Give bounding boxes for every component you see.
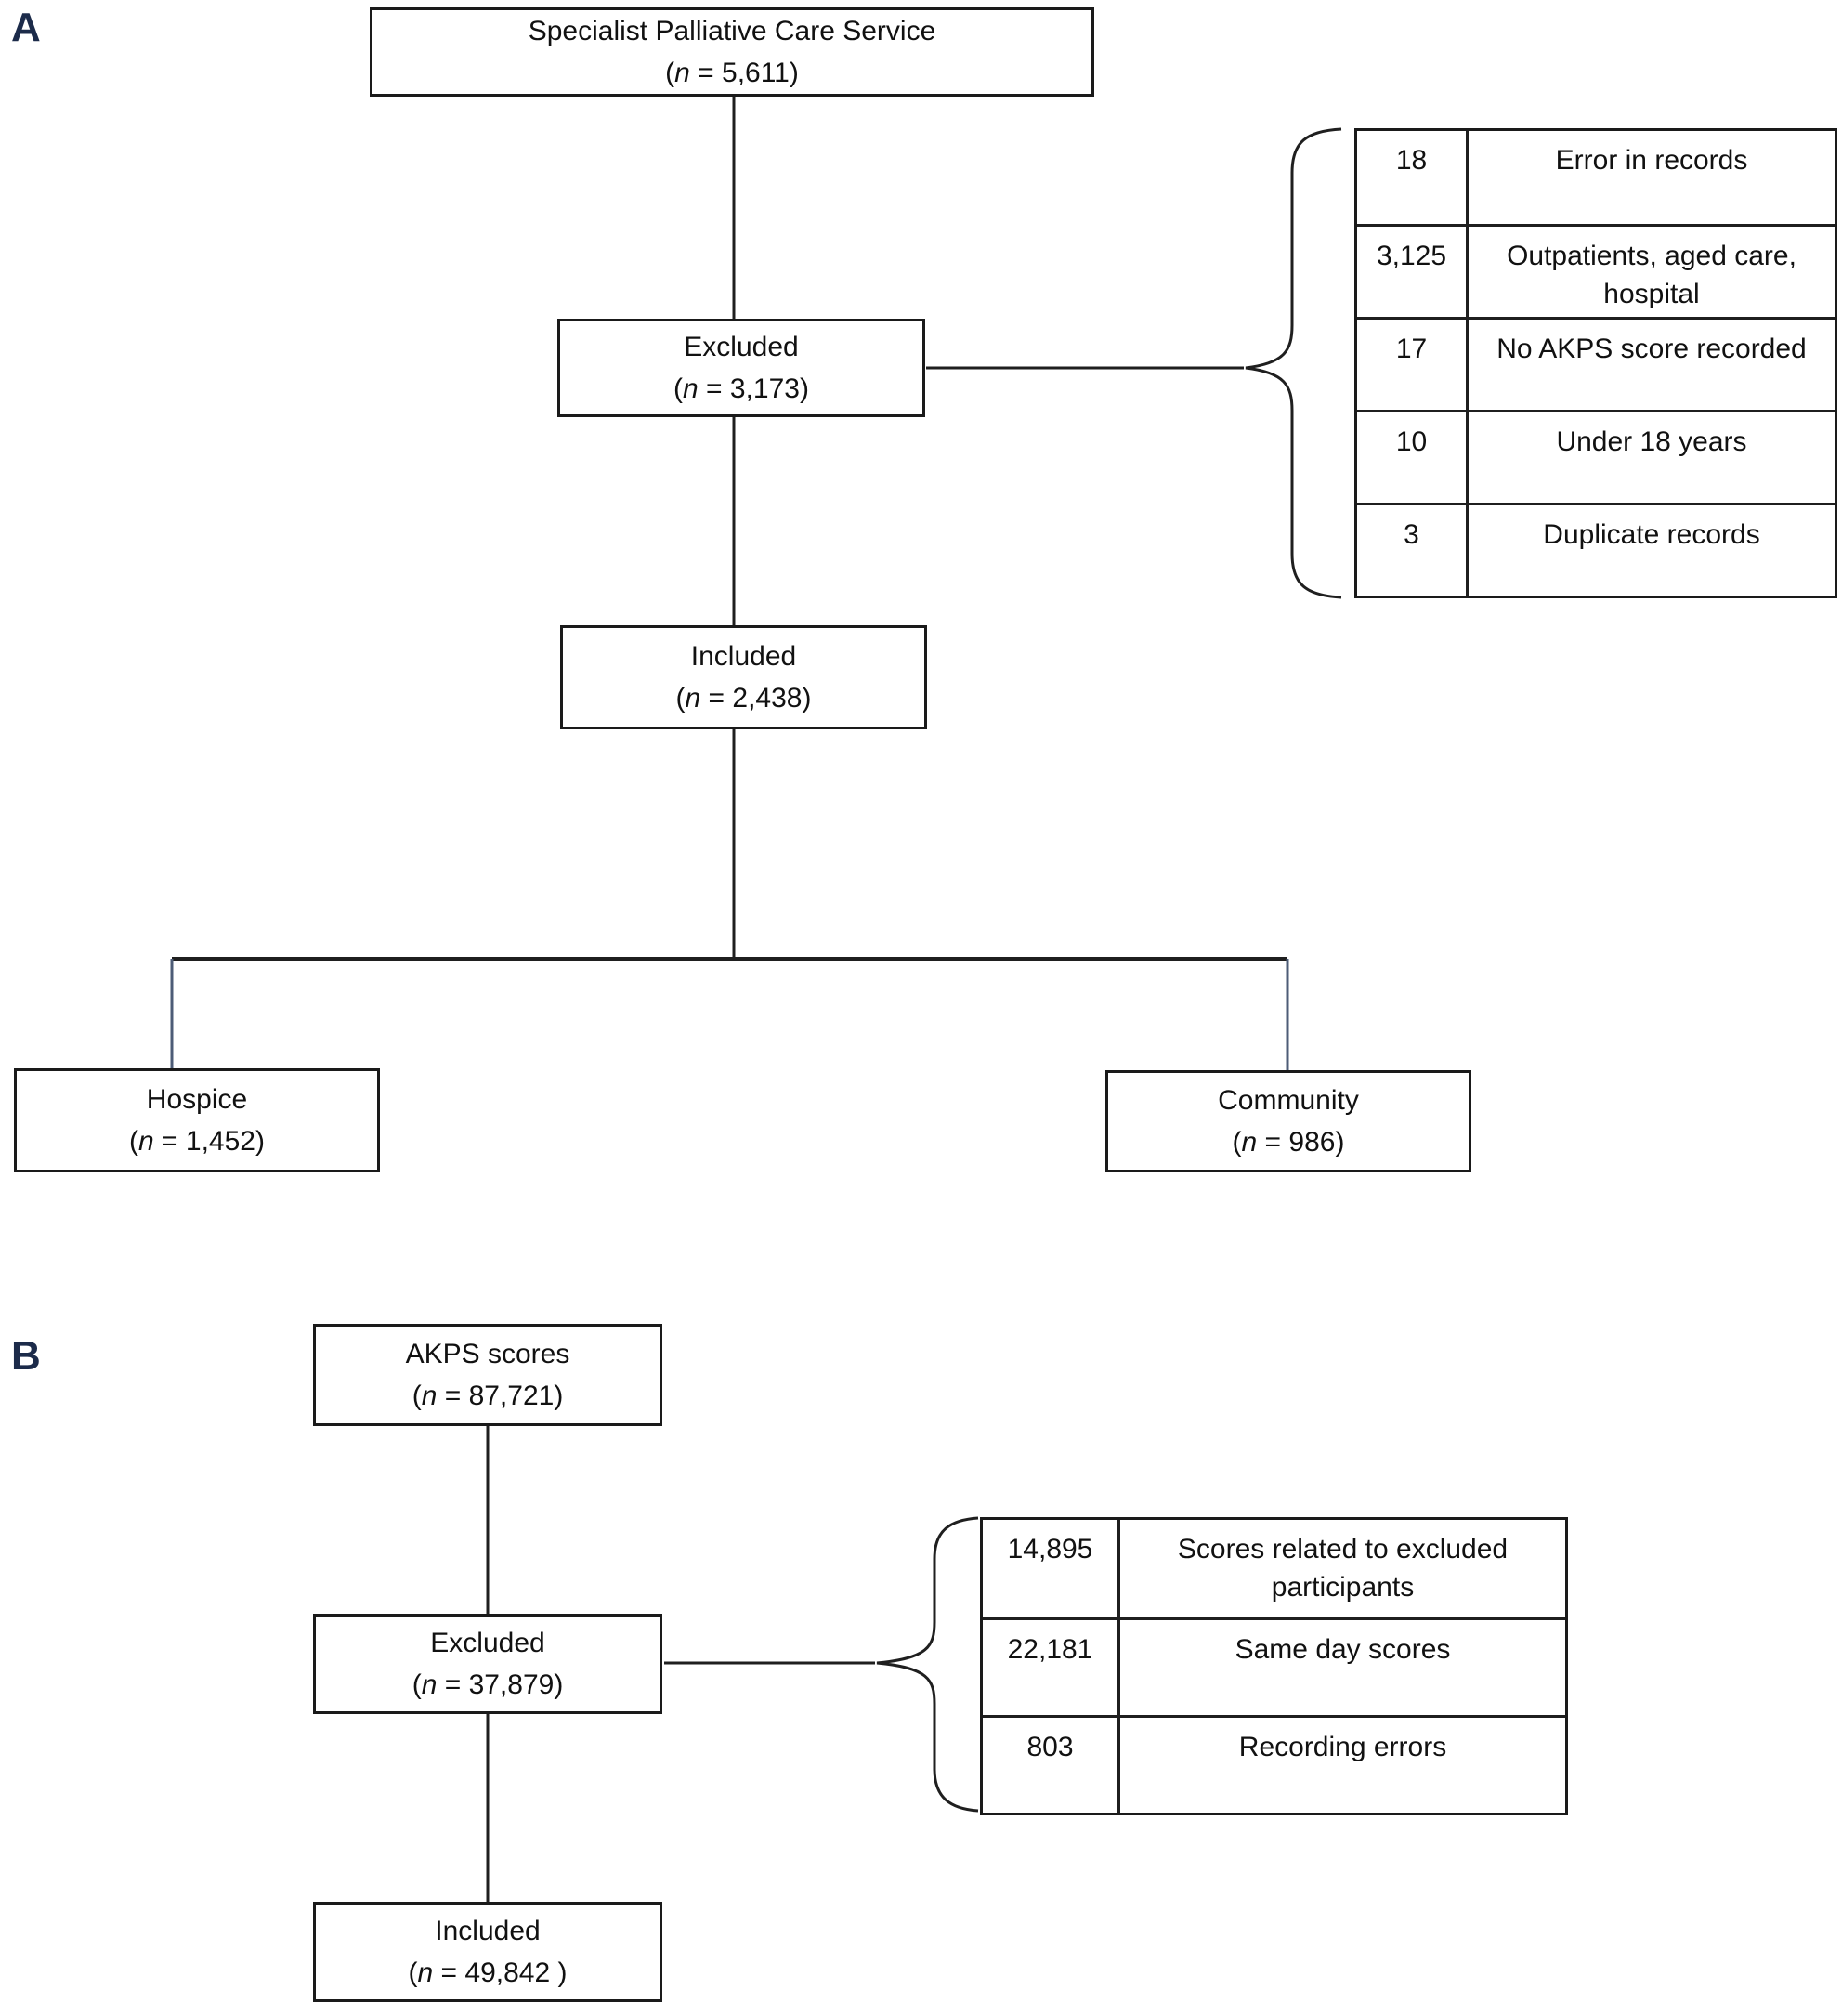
exclusion-reasons-table-b — [980, 1517, 1568, 1815]
box-n: (n = 2,438) — [675, 683, 812, 713]
box-title: Excluded — [430, 1628, 545, 1658]
table-cell-reason: No AKPS score recorded — [1466, 317, 1835, 410]
table-cell-reason: Error in records — [1466, 131, 1835, 224]
table-cell-count: 22,181 — [983, 1617, 1117, 1715]
box-hospice — [14, 1068, 380, 1172]
box-title: Included — [435, 1916, 541, 1946]
box-title: Specialist Palliative Care Service — [528, 16, 936, 46]
table-cell-count: 10 — [1357, 410, 1466, 503]
box-title: Community — [1218, 1085, 1359, 1116]
table-cell-count: 18 — [1395, 145, 1428, 176]
table-cell-reason: Same day scores — [1117, 1617, 1565, 1715]
box-n: (n = 49,842 ) — [408, 1957, 568, 1988]
box-specialist-palliative-care-service — [370, 7, 1094, 97]
table-cell-count: 14,895 — [1007, 1534, 1093, 1564]
table-cell-reason: Under 18 years — [1466, 410, 1835, 503]
box-n: (n = 5,611) — [665, 58, 799, 88]
table-cell-reason: Recording errors — [1117, 1715, 1565, 1813]
table-cell-reason: Duplicate records — [1466, 503, 1835, 596]
table-cell-count: 17 — [1357, 317, 1466, 410]
box-n: (n = 3,173) — [673, 373, 809, 404]
box-excluded-a — [557, 319, 925, 417]
panel-a-label: A — [11, 5, 41, 50]
box-title: AKPS scores — [405, 1339, 570, 1369]
table-cell-count: 803 — [983, 1715, 1117, 1813]
box-n: (n = 1,452) — [129, 1126, 265, 1157]
table-cell-reason: Scores related to excluded participants — [1117, 1520, 1565, 1617]
box-title: Excluded — [684, 332, 799, 362]
box-n: (n = 87,721) — [412, 1381, 564, 1411]
box-akps-scores — [313, 1324, 662, 1426]
table-cell-count: 3 — [1357, 503, 1466, 596]
table-cell-reason: Outpatients, aged care, hospital — [1466, 224, 1835, 317]
box-community — [1105, 1070, 1471, 1172]
table-cell-count: 3,125 — [1357, 224, 1466, 317]
panel-b-label: B — [11, 1333, 41, 1379]
box-included-a — [560, 625, 927, 729]
box-n: (n = 986) — [1232, 1127, 1345, 1158]
exclusion-reasons-table-a — [1354, 128, 1837, 598]
box-included-b — [313, 1902, 662, 2002]
box-n: (n = 37,879) — [412, 1669, 564, 1700]
box-excluded-b — [313, 1614, 662, 1714]
box-title: Hospice — [146, 1084, 248, 1115]
box-title: Included — [690, 641, 797, 672]
